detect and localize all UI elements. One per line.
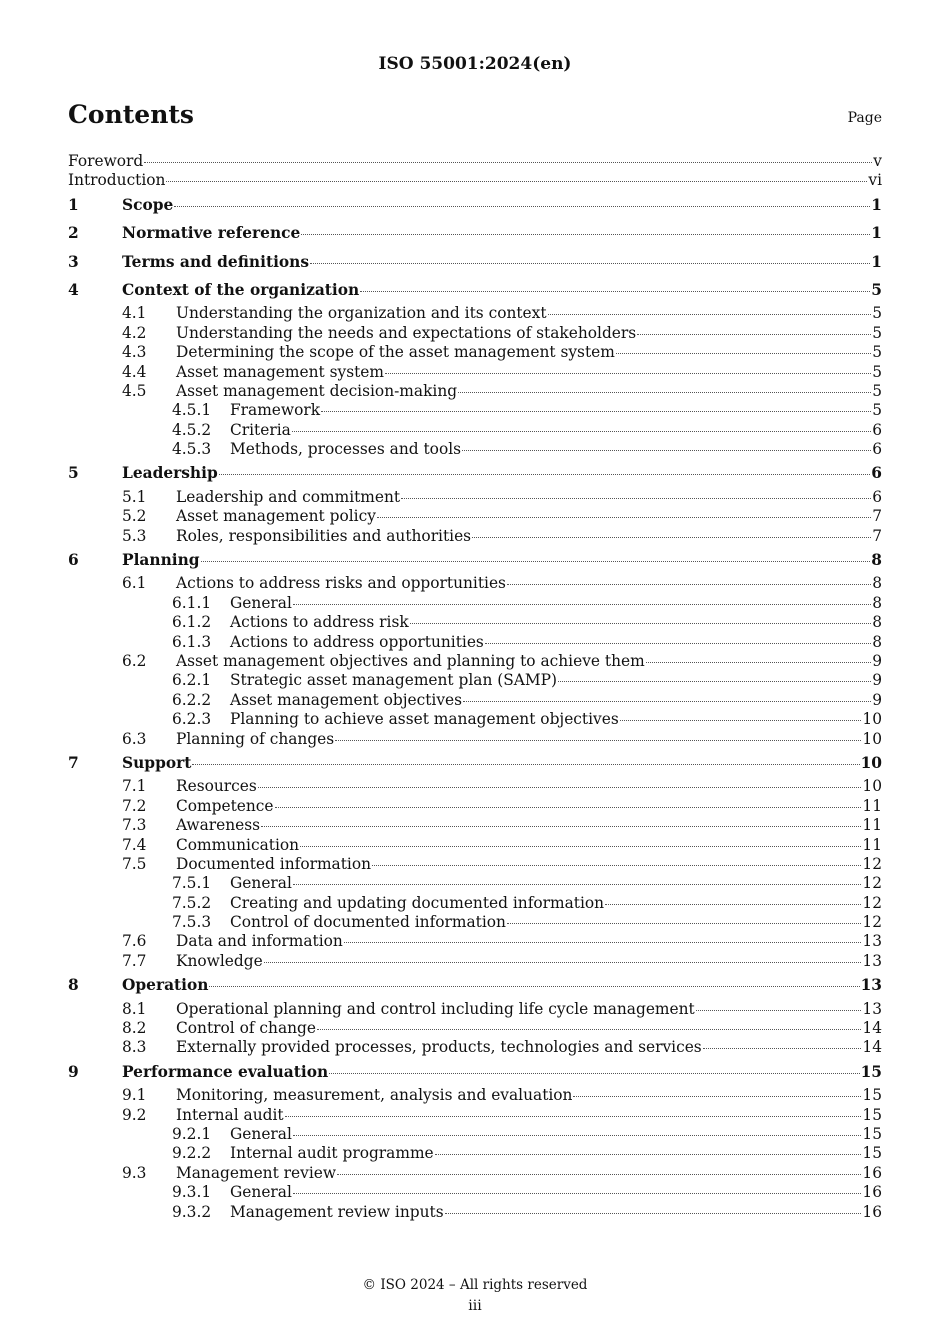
toc-entry-title: Understanding the organization and its context [176, 304, 547, 323]
dot-leader [293, 1192, 862, 1194]
toc-entry[interactable] [68, 952, 882, 971]
toc-entry-number: 8.3 [122, 1038, 147, 1057]
dot-leader [548, 313, 872, 315]
dot-leader [201, 560, 871, 562]
toc-entry[interactable] [68, 1019, 882, 1038]
toc-entry-page: 9 [872, 671, 882, 690]
dot-leader [310, 262, 870, 264]
dot-leader [573, 1095, 861, 1097]
dot-leader [209, 985, 859, 987]
toc-entry-title: Introduction [68, 171, 166, 190]
toc-entry-title: Control of change [176, 1019, 317, 1038]
toc-entry-title: Communication [176, 835, 300, 854]
toc-entry-title: Knowledge [176, 951, 263, 970]
toc-entry-page: 5 [872, 304, 882, 323]
toc-entry-page: 16 [862, 1163, 882, 1182]
dot-leader [293, 603, 871, 605]
toc-entry[interactable] [68, 1125, 882, 1144]
toc-entry-number: 6.1.2 [172, 613, 212, 632]
toc-entry[interactable] [68, 1000, 882, 1019]
toc-entry-page: 12 [862, 893, 882, 912]
toc-entry-number: 8.1 [122, 999, 147, 1018]
toc-entry[interactable] [68, 710, 882, 729]
toc-entry-page: 15 [862, 1105, 882, 1124]
toc-entry-number: 9.2.2 [172, 1144, 212, 1163]
toc-entry-number: 2 [68, 224, 79, 243]
toc-entry[interactable] [68, 1183, 882, 1202]
toc-entry-title: Management review inputs [230, 1202, 444, 1221]
toc-entry-title: Asset management objectives and planning to achieve them [176, 651, 645, 670]
toc-entry[interactable] [68, 671, 882, 690]
contents-heading: Contents [68, 100, 195, 129]
dot-leader [445, 1212, 862, 1214]
dot-leader [335, 739, 861, 741]
toc-entry-number: 1 [68, 195, 79, 214]
toc-entry-page: 15 [862, 1144, 882, 1163]
toc-entry-title: Asset management objectives [230, 690, 463, 709]
toc-entry-page: 13 [862, 932, 882, 951]
dot-leader [485, 642, 871, 644]
toc-entry-page: 15 [862, 1124, 882, 1143]
dot-leader [372, 864, 861, 866]
toc-entry-number: 8 [68, 976, 79, 995]
toc-entry-page: 5 [872, 381, 882, 400]
toc-entry-number: 7.5.1 [172, 874, 212, 893]
toc-entry[interactable] [68, 507, 882, 526]
toc-entry-number: 4.5 [122, 381, 147, 400]
toc-entry[interactable] [68, 652, 882, 671]
toc-entry-page: 6 [872, 440, 882, 459]
dot-leader [558, 680, 871, 682]
toc-entry-title: Management review [176, 1163, 337, 1182]
toc-entry-page: 8 [871, 551, 882, 570]
toc-entry[interactable] [68, 421, 882, 440]
toc-entry-number: 4.1 [122, 304, 147, 323]
dot-leader [261, 825, 861, 827]
dot-leader [462, 449, 871, 451]
toc-entry-number: 6.2 [122, 651, 147, 670]
toc-entry[interactable] [68, 574, 882, 593]
dot-leader [620, 719, 862, 721]
toc-entry[interactable] [68, 913, 882, 932]
toc-entry-number: 4.5.2 [172, 420, 212, 439]
toc-entry-title: Determining the scope of the asset management system [176, 343, 615, 362]
toc-entry-number: 7.6 [122, 932, 147, 951]
dot-leader [317, 1028, 861, 1030]
dot-leader [696, 1009, 862, 1011]
toc-entry[interactable] [68, 1058, 882, 1086]
dot-leader [401, 497, 871, 499]
toc-entry-page: 12 [862, 874, 882, 893]
toc-entry-number: 5 [68, 464, 79, 483]
toc-entry-page: 9 [872, 690, 882, 709]
toc-entry-number: 7 [68, 753, 79, 772]
dot-leader [264, 961, 862, 963]
dot-leader [293, 883, 862, 885]
toc-entry-title: Actions to address risks and opportunities [176, 574, 506, 593]
toc-entry-page: 9 [872, 651, 882, 670]
toc-entry-page: 5 [872, 362, 882, 381]
toc-entry-number: 6.2.3 [172, 710, 212, 729]
toc-entry[interactable] [68, 777, 882, 796]
dot-leader [458, 391, 871, 393]
toc-entry-title: Awareness [176, 816, 261, 835]
toc-entry-number: 9 [68, 1062, 79, 1081]
table-of-contents [68, 152, 882, 1222]
dot-leader [321, 410, 871, 412]
toc-entry-number: 3 [68, 252, 79, 271]
toc-entry-page: 7 [872, 507, 882, 526]
dot-leader [507, 922, 861, 924]
toc-entry-number: 6.2.1 [172, 671, 212, 690]
page-column-label: Page [847, 110, 882, 126]
toc-entry[interactable] [68, 459, 882, 487]
toc-entry-number: 4.2 [122, 323, 147, 342]
dot-leader [472, 536, 871, 538]
toc-entry[interactable] [68, 816, 882, 835]
toc-entry-number: 9.1 [122, 1086, 147, 1105]
toc-entry-page: 16 [862, 1202, 882, 1221]
toc-entry-title: General [230, 1183, 292, 1202]
toc-entry-number: 5.1 [122, 487, 147, 506]
toc-entry-title: Actions to address opportunities [230, 632, 484, 651]
toc-entry-page: 11 [862, 796, 882, 815]
toc-entry-title: Planning [122, 551, 200, 570]
dot-leader [646, 661, 872, 663]
toc-entry-title: Criteria [230, 420, 291, 439]
toc-entry[interactable] [68, 797, 882, 816]
toc-entry[interactable] [68, 546, 882, 574]
dot-leader [605, 903, 861, 905]
toc-entry-page: 14 [862, 1019, 882, 1038]
toc-entry-number: 7.3 [122, 816, 147, 835]
toc-entry-page: 16 [862, 1183, 882, 1202]
dot-leader [219, 473, 871, 475]
toc-entry[interactable] [68, 401, 882, 420]
toc-entry-page: 8 [872, 613, 882, 632]
dot-leader [360, 290, 870, 292]
document-id-header: ISO 55001:2024(en) [378, 54, 572, 74]
toc-entry-title: Data and information [176, 932, 343, 951]
toc-entry-title: Asset management decision-making [176, 381, 458, 400]
toc-entry-title: Context of the organization [122, 280, 360, 299]
toc-entry-page: 10 [860, 753, 882, 772]
toc-entry[interactable] [68, 836, 882, 855]
dot-leader [258, 786, 862, 788]
toc-entry-number: 9.3.2 [172, 1202, 212, 1221]
toc-entry-page: v [873, 152, 882, 170]
toc-entry-number: 6.2.2 [172, 690, 212, 709]
toc-entry[interactable] [68, 304, 882, 323]
toc-entry[interactable] [68, 488, 882, 507]
dot-leader [329, 1072, 859, 1074]
toc-entry-title: Control of documented information [230, 913, 506, 932]
toc-entry[interactable] [68, 248, 882, 276]
toc-entry[interactable] [68, 440, 882, 459]
dot-leader [616, 352, 871, 354]
toc-entry-page: 6 [871, 464, 882, 483]
toc-entry-number: 6 [68, 551, 79, 570]
toc-entry[interactable] [68, 1164, 882, 1183]
dot-leader [174, 205, 870, 207]
toc-entry-title: Roles, responsibilities and authorities [176, 526, 472, 545]
toc-entry-title: General [230, 593, 292, 612]
toc-entry-number: 5.3 [122, 526, 147, 545]
toc-entry[interactable] [68, 971, 882, 999]
toc-entry-page: 10 [862, 710, 882, 729]
toc-entry-title: Performance evaluation [122, 1062, 329, 1081]
toc-entry[interactable] [68, 276, 882, 304]
toc-entry[interactable] [68, 894, 882, 913]
toc-entry-number: 7.7 [122, 951, 147, 970]
toc-entry-page: 10 [862, 777, 882, 796]
toc-entry-number: 6.3 [122, 729, 147, 748]
toc-entry-number: 6.1.3 [172, 632, 212, 651]
toc-entry-number: 7.2 [122, 796, 147, 815]
toc-entry-title: Asset management system [176, 362, 384, 381]
toc-entry-page: 15 [860, 1062, 882, 1081]
toc-entry-number: 7.5.2 [172, 893, 212, 912]
toc-entry-title: General [230, 1124, 292, 1143]
dot-leader [337, 1173, 861, 1175]
toc-entry-number: 7.1 [122, 777, 147, 796]
toc-entry[interactable] [68, 1203, 882, 1222]
toc-entry-page: 15 [862, 1086, 882, 1105]
toc-entry-page: 8 [872, 593, 882, 612]
toc-entry-number: 4.5.1 [172, 401, 212, 420]
toc-entry[interactable] [68, 691, 882, 710]
toc-entry-title: Planning of changes [176, 729, 335, 748]
toc-entry-page: 11 [862, 816, 882, 835]
toc-entry-page: 1 [871, 195, 882, 214]
toc-entry-number: 9.3 [122, 1163, 147, 1182]
toc-entry-page: 8 [872, 632, 882, 651]
toc-entry-number: 4.3 [122, 343, 147, 362]
toc-entry-title: Monitoring, measurement, analysis and evaluation [176, 1086, 573, 1105]
toc-entry-page: 6 [872, 487, 882, 506]
toc-entry-page: 6 [872, 420, 882, 439]
toc-entry-title: Scope [122, 195, 174, 214]
toc-entry-title: Support [122, 753, 192, 772]
toc-entry-title: Leadership and commitment [176, 487, 401, 506]
toc-entry[interactable] [68, 382, 882, 401]
toc-entry-number: 9.3.1 [172, 1183, 212, 1202]
toc-entry-page: 12 [862, 854, 882, 873]
toc-entry[interactable] [68, 633, 882, 652]
toc-entry[interactable] [68, 1144, 882, 1163]
toc-entry-page: 7 [872, 526, 882, 545]
toc-entry-page: 5 [872, 323, 882, 342]
dot-leader [435, 1153, 862, 1155]
toc-entry[interactable] [68, 594, 882, 613]
toc-entry[interactable] [68, 343, 882, 362]
toc-entry[interactable] [68, 1086, 882, 1105]
toc-entry-title: Operation [122, 976, 209, 995]
toc-entry[interactable] [68, 219, 882, 247]
toc-entry-title: Normative reference [122, 224, 301, 243]
toc-entry-title: Asset management policy [176, 507, 376, 526]
dot-leader [301, 233, 870, 235]
page-number: iii [468, 1298, 482, 1314]
dot-leader [463, 700, 871, 702]
dot-leader [385, 372, 871, 374]
toc-entry-title: Documented information [176, 854, 371, 873]
toc-entry[interactable] [68, 730, 882, 749]
toc-entry[interactable] [68, 1038, 882, 1057]
toc-entry-page: 11 [862, 835, 882, 854]
toc-entry-title: Internal audit [176, 1105, 284, 1124]
dot-leader [377, 516, 871, 518]
toc-entry-page: 5 [871, 280, 882, 299]
toc-entry[interactable] [68, 932, 882, 951]
toc-entry[interactable] [68, 527, 882, 546]
toc-entry-number: 4 [68, 280, 79, 299]
toc-entry-title: Foreword [68, 152, 144, 170]
dot-leader [293, 1134, 862, 1136]
toc-entry[interactable] [68, 152, 882, 171]
toc-entry-page: 10 [862, 729, 882, 748]
toc-entry-title: Externally provided processes, products, technologies and services [176, 1038, 702, 1057]
dot-leader [300, 845, 861, 847]
toc-entry-title: Leadership [122, 464, 218, 483]
toc-entry-page: 13 [860, 976, 882, 995]
toc-entry-page: 8 [872, 574, 882, 593]
dot-leader [166, 180, 867, 182]
toc-entry-page: 5 [872, 343, 882, 362]
toc-entry[interactable] [68, 171, 882, 190]
toc-entry-number: 6.1 [122, 574, 147, 593]
dot-leader [507, 583, 871, 585]
dot-leader [410, 622, 872, 624]
dot-leader [292, 430, 871, 432]
dot-leader [637, 333, 871, 335]
toc-entry-page: 5 [872, 401, 882, 420]
toc-entry[interactable] [68, 1106, 882, 1125]
dot-leader [192, 763, 859, 765]
toc-entry-number: 4.4 [122, 362, 147, 381]
toc-entry-title: Internal audit programme [230, 1144, 434, 1163]
toc-entry-number: 7.5 [122, 854, 147, 873]
toc-entry-title: Planning to achieve asset management objectives [230, 710, 619, 729]
toc-entry-number: 7.4 [122, 835, 147, 854]
dot-leader [703, 1047, 862, 1049]
toc-entry[interactable] [68, 749, 882, 777]
toc-entry-number: 8.2 [122, 1019, 147, 1038]
dot-leader [275, 806, 862, 808]
toc-entry-title: Resources [176, 777, 257, 796]
dot-leader [285, 1115, 862, 1117]
toc-entry[interactable] [68, 191, 882, 219]
toc-entry-page: 1 [871, 252, 882, 271]
toc-entry[interactable] [68, 613, 882, 632]
toc-entry-page: 1 [871, 224, 882, 243]
toc-entry-number: 5.2 [122, 507, 147, 526]
toc-entry[interactable] [68, 363, 882, 382]
toc-entry-title: Terms and definitions [122, 252, 310, 271]
toc-entry-title: Creating and updating documented information [230, 893, 605, 912]
toc-entry-title: Competence [176, 796, 274, 815]
toc-entry-page: 13 [862, 951, 882, 970]
toc-entry-number: 9.2 [122, 1105, 147, 1124]
toc-entry-title: Actions to address risk [230, 613, 409, 632]
dot-leader [144, 161, 872, 163]
toc-entry[interactable] [68, 855, 882, 874]
toc-entry-page: vi [868, 171, 882, 190]
toc-entry[interactable] [68, 324, 882, 343]
dot-leader [344, 941, 862, 943]
toc-entry-title: Strategic asset management plan (SAMP) [230, 671, 558, 690]
toc-entry-title: Understanding the needs and expectations of stakeholders [176, 323, 637, 342]
toc-entry-title: Methods, processes and tools [230, 440, 462, 459]
toc-entry-number: 7.5.3 [172, 913, 212, 932]
toc-entry-number: 6.1.1 [172, 593, 212, 612]
toc-entry-title: Operational planning and control including life cycle management [176, 999, 695, 1018]
copyright-footer: © ISO 2024 – All rights reserved [362, 1277, 588, 1293]
toc-entry[interactable] [68, 874, 882, 893]
toc-entry-page: 14 [862, 1038, 882, 1057]
toc-entry-page: 12 [862, 913, 882, 932]
toc-entry-number: 4.5.3 [172, 440, 212, 459]
toc-entry-page: 13 [862, 999, 882, 1018]
toc-entry-title: General [230, 874, 292, 893]
toc-entry-number: 9.2.1 [172, 1124, 212, 1143]
toc-entry-title: Framework [230, 401, 321, 420]
